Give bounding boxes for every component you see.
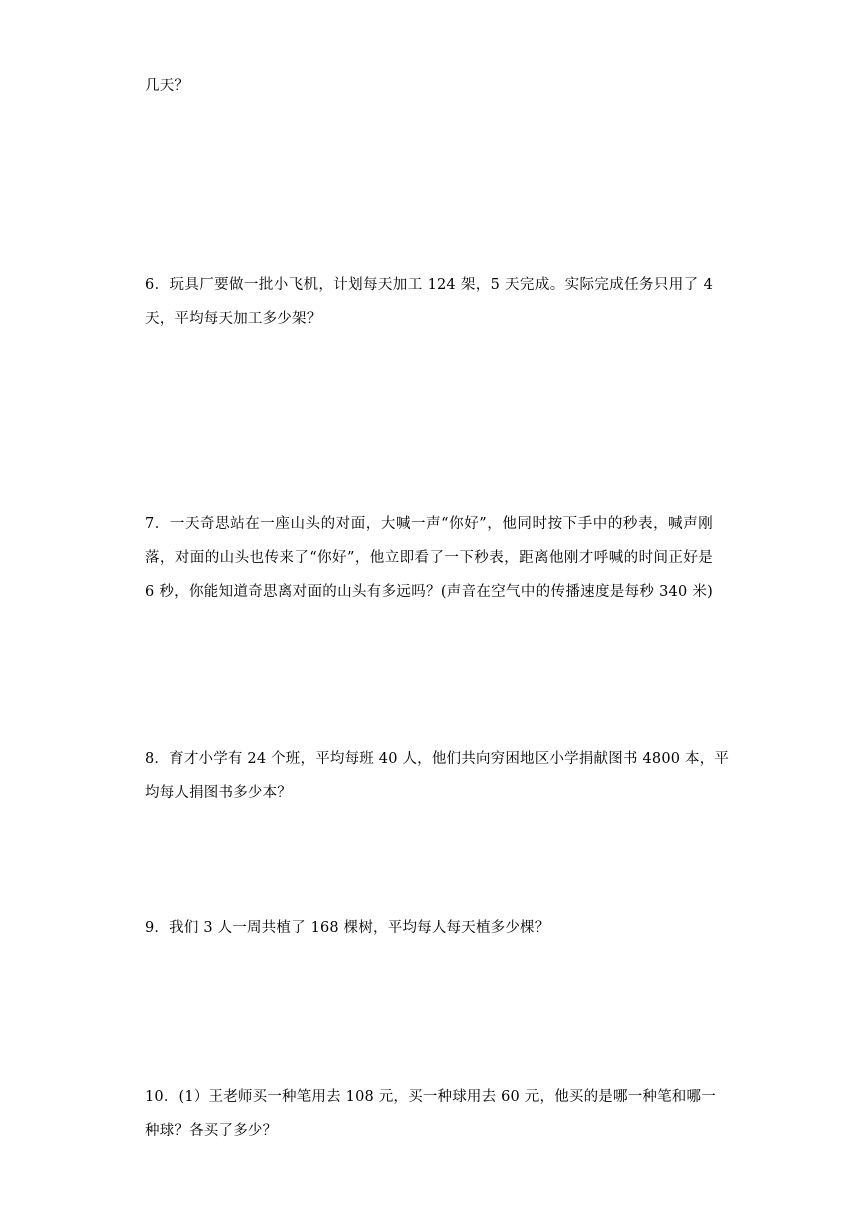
question-6-line-2: 天，平均每天加工多少架？ <box>145 311 322 327</box>
question-10-line-1: 10．(1）王老师买一种笔用去 108 元，买一种球用去 60 元，他买的是哪一种笔和哪一 <box>145 1089 716 1105</box>
question-8-line-2: 均每人捐图书多少本？ <box>145 785 292 801</box>
question-7-line-3: 6 秒，你能知道奇思离对面的山头有多远吗？(声音在空气中的传播速度是每秒 340 米) <box>145 584 713 600</box>
question-7-line-1: 7．一天奇思站在一座山头的对面，大喊一声“你好”，他同时按下手中的秒表，喊声刚 <box>145 516 713 532</box>
continuation-text: 几天？ <box>145 78 190 94</box>
question-10-line-2: 种球？各买了多少？ <box>145 1123 278 1139</box>
question-9-line-1: 9．我们 3 人一周共植了 168 棵树，平均每人每天植多少棵？ <box>145 920 550 936</box>
question-6-line-1: 6．玩具厂要做一批小飞机，计划每天加工 124 架，5 天完成。实际完成任务只用了 4 <box>145 277 713 293</box>
question-8-line-1: 8．育才小学有 24 个班，平均每班 40 人，他们共向穷困地区小学捐献图书 4800 本，平 <box>145 751 730 767</box>
question-7-line-2: 落，对面的山头也传来了“你好”，他立即看了一下秒表，距离他刚才呼喊的时间正好是 <box>145 550 713 566</box>
